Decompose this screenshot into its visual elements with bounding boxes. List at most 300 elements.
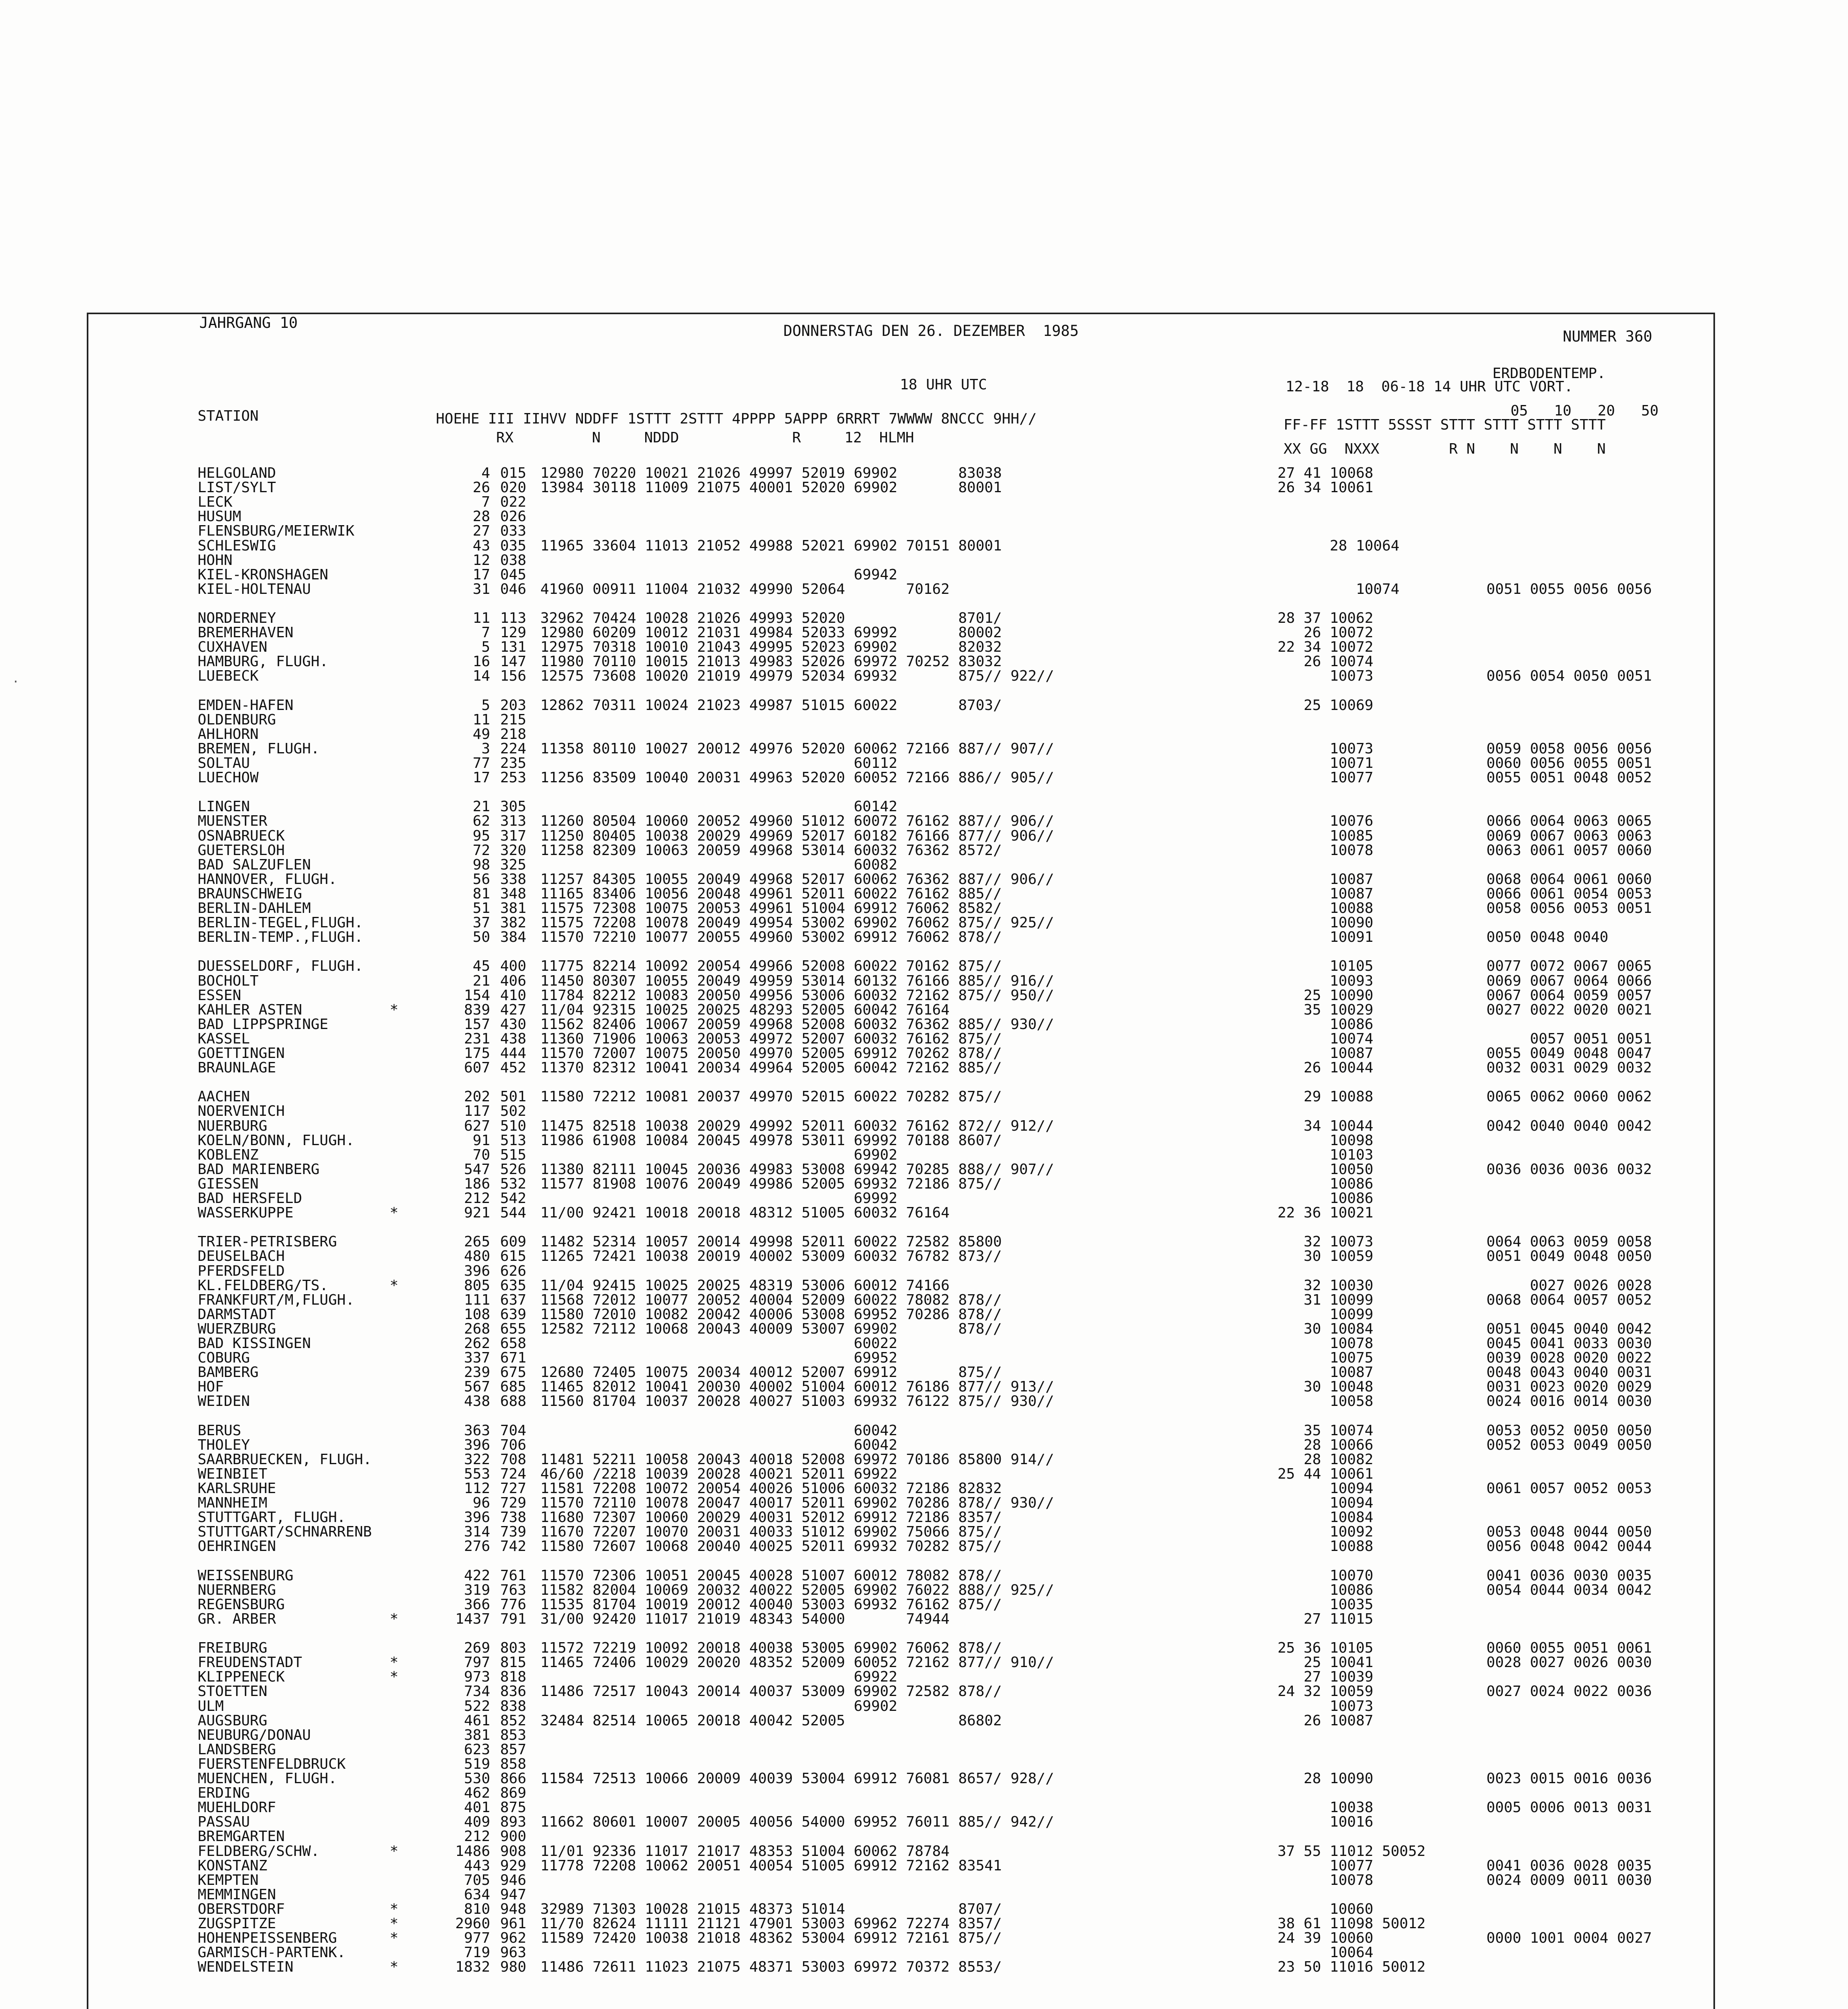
col-codes-sub: RX N NDDD R 12 HLMH — [496, 430, 914, 446]
late-codes: 28 10082 — [1278, 1451, 1374, 1468]
obs-codes: 69952 — [540, 1350, 897, 1367]
late-codes: 10038 — [1278, 1799, 1374, 1816]
late-codes: 27 11015 — [1278, 1610, 1374, 1627]
station-row — [0, 1249, 1848, 1264]
station-name: KEMPTEN — [198, 1872, 259, 1888]
station-height: 202 — [464, 1088, 490, 1105]
station-index: 685 — [500, 1379, 527, 1395]
soil-temps: 0056 0048 0042 0044 — [1486, 1538, 1652, 1555]
station-row — [0, 1946, 1848, 1960]
obs-codes: 12862 70311 10024 21023 49987 51015 60022 8703/ — [540, 697, 1002, 714]
station-height: 265 — [464, 1234, 490, 1250]
station-name: LUEBECK — [198, 668, 259, 685]
late-codes: 26 10072 — [1278, 624, 1374, 641]
obs-codes: 11/04 92415 10025 20025 48319 53006 60012 74166 — [540, 1277, 950, 1294]
volume-label: JAHRGANG 10 — [199, 314, 298, 331]
station-height: 111 — [464, 1291, 490, 1308]
obs-codes: 11589 72420 10038 21018 48362 53004 69912 72161 875// — [540, 1930, 1002, 1947]
station-row — [0, 1670, 1848, 1684]
late-codes: 10078 — [1278, 1872, 1374, 1888]
late-codes: 34 10044 — [1278, 1117, 1374, 1134]
station-row — [0, 1655, 1848, 1670]
station-name: REGENSBURG — [198, 1596, 285, 1613]
late-codes: 28 10090 — [1278, 1770, 1374, 1787]
station-index: 803 — [500, 1640, 527, 1657]
col-depths: 05 10 20 50 — [1511, 403, 1659, 419]
station-row — [0, 1612, 1848, 1626]
station-row — [0, 553, 1848, 568]
obs-codes: 11680 72307 10060 20029 40031 52012 69912 72186 8357/ — [540, 1509, 1002, 1526]
station-name: FRANKFURT/M,FLUGH. — [198, 1291, 355, 1308]
station-row — [0, 1351, 1848, 1365]
station-name: COBURG — [198, 1350, 250, 1367]
station-row — [0, 1336, 1848, 1351]
station-index: 708 — [500, 1451, 527, 1468]
station-name: KIEL-KRONSHAGEN — [198, 566, 329, 583]
station-index: 020 — [500, 479, 527, 496]
station-height: 157 — [464, 1016, 490, 1033]
station-row — [0, 1714, 1848, 1728]
station-name: KIEL-HOLTENAU — [198, 581, 311, 597]
station-name: WENDELSTEIN — [198, 1959, 294, 1976]
obs-codes: 11582 82004 10069 20032 40022 52005 69902 76022 888// 925// — [540, 1581, 1054, 1598]
station-row — [0, 1046, 1848, 1061]
station-height: 262 — [464, 1335, 490, 1352]
station-height: 607 — [464, 1060, 490, 1076]
station-height: 2960 — [455, 1915, 490, 1932]
station-height: 810 — [464, 1901, 490, 1917]
mountain-marker: * — [390, 1959, 399, 1976]
station-name: MUEHLDORF — [198, 1799, 276, 1816]
station-index: 776 — [500, 1596, 527, 1613]
obs-codes: 11465 82012 10041 20030 40002 51004 60012 76186 877// 913// — [540, 1379, 1054, 1395]
station-index: 129 — [500, 624, 527, 641]
col-group-soiltemp: ERDBODENTEMP. — [1492, 365, 1606, 382]
late-codes: 25 36 10105 — [1278, 1640, 1374, 1657]
obs-codes: 11265 72421 10038 20019 40002 53009 60032 76782 873// — [540, 1248, 1002, 1265]
late-codes: 26 10074 — [1278, 653, 1374, 670]
station-row — [0, 626, 1848, 640]
station-index: 763 — [500, 1581, 527, 1598]
soil-temps: 0060 0056 0055 0051 — [1486, 755, 1652, 771]
station-index: 637 — [500, 1291, 527, 1308]
station-index: 866 — [500, 1770, 527, 1787]
station-index: 542 — [500, 1190, 527, 1207]
late-codes: 10091 — [1278, 929, 1374, 946]
station-index: 836 — [500, 1683, 527, 1700]
station-name: EMDEN-HAFEN — [198, 697, 294, 714]
mountain-marker: * — [390, 1930, 399, 1947]
station-name: HOHENPEISSENBERG — [198, 1930, 337, 1947]
station-index: 948 — [500, 1901, 527, 1917]
soil-temps: 0036 0036 0036 0032 — [1486, 1161, 1652, 1178]
mountain-marker: * — [390, 1277, 399, 1294]
late-codes: 10086 — [1278, 1016, 1374, 1033]
obs-codes: 12582 72112 10068 20043 40009 53007 69902 878// — [540, 1320, 1002, 1337]
station-index: 253 — [500, 769, 527, 786]
station-name: WEISSENBURG — [198, 1567, 294, 1584]
station-row — [0, 727, 1848, 742]
soil-temps: 0024 0016 0014 0030 — [1486, 1393, 1652, 1410]
station-row — [0, 1510, 1848, 1525]
station-row — [0, 1859, 1848, 1873]
late-codes: 10035 — [1278, 1596, 1374, 1613]
station-row — [0, 568, 1848, 582]
station-height: 3 — [481, 740, 490, 757]
obs-codes: 11481 52211 10058 20043 40018 52008 69972 70186 85800 914// — [540, 1451, 1054, 1468]
station-row — [0, 1960, 1848, 1974]
soil-temps: 0055 0051 0048 0052 — [1486, 769, 1652, 786]
obs-codes: 11570 72306 10051 20045 40028 51007 60012 78082 878// — [540, 1567, 1002, 1584]
station-name: SAARBRUECKEN, FLUGH. — [198, 1451, 372, 1468]
soil-temps: 0056 0054 0050 0051 — [1486, 668, 1652, 685]
soil-temps: 0066 0064 0063 0065 — [1486, 813, 1652, 830]
obs-codes: 32484 82514 10065 20018 40042 52005 86802 — [540, 1712, 1002, 1729]
late-codes: 32 10073 — [1278, 1234, 1374, 1250]
station-row — [0, 1424, 1848, 1438]
obs-codes: 11572 72219 10092 20018 40038 53005 69902 76062 878// — [540, 1640, 1002, 1657]
station-index: 727 — [500, 1480, 527, 1497]
late-codes: 10093 — [1278, 972, 1374, 989]
station-index: 858 — [500, 1755, 527, 1772]
station-row — [0, 988, 1848, 1003]
obs-codes: 12980 60209 10012 21031 49984 52033 69992 80002 — [540, 624, 1002, 641]
station-row — [0, 1728, 1848, 1743]
station-name: BAD HERSFELD — [198, 1190, 303, 1207]
station-row — [0, 1844, 1848, 1859]
station-name: OEHRINGEN — [198, 1538, 276, 1555]
station-height: 734 — [464, 1683, 490, 1700]
station-name: LANDSBERG — [198, 1741, 276, 1758]
station-index: 980 — [500, 1959, 527, 1976]
late-codes: 10050 — [1278, 1161, 1374, 1178]
soil-temps: 0077 0072 0067 0065 — [1486, 958, 1652, 975]
late-codes: 30 10084 — [1278, 1320, 1374, 1337]
mountain-marker: * — [390, 1654, 399, 1671]
late-codes: 28 10064 — [1278, 537, 1400, 554]
late-codes: 10060 — [1278, 1901, 1374, 1917]
station-name: ESSEN — [198, 987, 241, 1004]
station-index: 963 — [500, 1944, 527, 1961]
station-height: 322 — [464, 1451, 490, 1468]
soil-temps: 0027 0022 0020 0021 — [1486, 1001, 1652, 1018]
station-name: BREMGARTEN — [198, 1828, 285, 1845]
soil-temps: 0032 0031 0029 0032 — [1486, 1060, 1652, 1076]
station-height: 1486 — [455, 1843, 490, 1860]
station-row — [0, 1467, 1848, 1481]
station-name: STUTTGART/SCHNARRENB — [198, 1524, 372, 1541]
station-index: 962 — [500, 1930, 527, 1947]
station-index: 675 — [500, 1364, 527, 1381]
late-codes: 10084 — [1278, 1509, 1374, 1526]
station-name: LECK — [198, 494, 233, 511]
station-height: 16 — [472, 653, 490, 670]
station-index: 045 — [500, 566, 527, 583]
obs-codes: 11260 80504 10060 20052 49960 51012 60072 76162 887// 906// — [540, 813, 1054, 830]
date-label: DONNERSTAG DEN 26. DEZEMBER 1985 — [783, 322, 1079, 340]
obs-codes: 13984 30118 11009 21075 40001 52020 69902 80001 — [540, 479, 1002, 496]
obs-codes: 11535 81704 10019 20012 40040 53003 69932 76162 875// — [540, 1596, 1002, 1613]
station-index: 706 — [500, 1436, 527, 1453]
station-row — [0, 1699, 1848, 1714]
obs-codes: 12980 70220 10021 21026 49997 52019 69902 83038 — [540, 465, 1002, 481]
station-height: 212 — [464, 1190, 490, 1207]
station-name: BERLIN-TEGEL,FLUGH. — [198, 914, 363, 931]
obs-codes: 11258 82309 10063 20059 49968 53014 60032 76362 8572/ — [540, 842, 1002, 859]
station-height: 45 — [472, 958, 490, 975]
station-height: 396 — [464, 1509, 490, 1526]
station-row — [0, 1279, 1848, 1293]
late-codes: 26 10087 — [1278, 1712, 1374, 1729]
station-index: 671 — [500, 1350, 527, 1367]
station-row — [0, 1569, 1848, 1583]
soil-temps: 0028 0027 0026 0030 — [1486, 1654, 1652, 1671]
station-row — [0, 843, 1848, 858]
station-index: 502 — [500, 1103, 527, 1120]
late-codes: 22 34 10072 — [1278, 639, 1374, 656]
station-height: 5 — [481, 697, 490, 714]
soil-temps: 0051 0055 0056 0056 — [1486, 581, 1652, 597]
station-name: DUESSELDORF, FLUGH. — [198, 958, 363, 975]
station-row — [0, 1829, 1848, 1844]
station-height: 409 — [464, 1814, 490, 1831]
station-name: BAMBERG — [198, 1364, 259, 1381]
station-name: OBERSTDORF — [198, 1901, 285, 1917]
station-row — [0, 524, 1848, 538]
spacer-row — [0, 684, 1848, 698]
station-name: TRIER-PETRISBERG — [198, 1234, 337, 1250]
station-row — [0, 1191, 1848, 1206]
station-height: 5 — [481, 639, 490, 656]
station-row — [0, 611, 1848, 626]
station-row — [0, 539, 1848, 553]
obs-codes: 11580 72607 10068 20040 40025 52011 69932 70282 875// — [540, 1538, 1002, 1555]
station-height: 519 — [464, 1755, 490, 1772]
obs-codes: 11482 52314 10057 20014 49998 52011 60022 72582 85800 — [540, 1234, 1002, 1250]
late-codes: 10090 — [1278, 914, 1374, 931]
station-height: 186 — [464, 1175, 490, 1192]
station-row — [0, 872, 1848, 887]
station-name: KLIPPENECK — [198, 1669, 285, 1686]
late-codes: 10070 — [1278, 1567, 1374, 1584]
spacer-row — [0, 1075, 1848, 1090]
obs-codes: 12680 72405 10075 20034 40012 52007 69912 875// — [540, 1364, 1002, 1381]
station-name: FUERSTENFELDBRUCK — [198, 1755, 346, 1772]
station-index: 739 — [500, 1524, 527, 1541]
station-index: 501 — [500, 1088, 527, 1105]
late-codes: 37 55 11012 50052 — [1278, 1843, 1426, 1860]
station-name: KONSTANZ — [198, 1857, 268, 1874]
obs-codes: 12575 73608 10020 21019 49979 52034 69932 875// 922// — [540, 668, 1054, 685]
station-index: 452 — [500, 1060, 527, 1076]
spacer-row — [0, 1220, 1848, 1235]
soil-temps: 0057 0051 0051 — [1486, 1030, 1652, 1047]
obs-codes: 11670 72207 10070 20031 40033 51012 69902 75066 875// — [540, 1524, 1002, 1541]
spacer-row — [0, 945, 1848, 959]
spacer-row — [0, 597, 1848, 611]
station-height: 43 — [472, 537, 490, 554]
station-index: 526 — [500, 1161, 527, 1178]
obs-codes: 60112 — [540, 755, 897, 771]
station-height: 634 — [464, 1886, 490, 1903]
station-row — [0, 1380, 1848, 1394]
station-height: 28 — [472, 508, 490, 525]
station-height: 239 — [464, 1364, 490, 1381]
station-name: PFERDSFELD — [198, 1262, 285, 1279]
soil-temps: 0069 0067 0064 0066 — [1486, 972, 1652, 989]
station-index: 761 — [500, 1567, 527, 1584]
station-height: 462 — [464, 1785, 490, 1802]
station-name: BREMEN, FLUGH. — [198, 740, 320, 757]
station-height: 7 — [481, 494, 490, 511]
station-row — [0, 1017, 1848, 1032]
station-height: 31 — [472, 581, 490, 597]
station-name: LUECHOW — [198, 769, 259, 786]
station-row — [0, 1539, 1848, 1554]
station-row — [0, 858, 1848, 872]
soil-temps: 0005 0006 0013 0031 — [1486, 1799, 1652, 1816]
station-row — [0, 771, 1848, 785]
late-codes: 22 36 10021 — [1278, 1205, 1374, 1221]
station-name: FELDBERG/SCHW. — [198, 1843, 320, 1860]
station-height: 27 — [472, 523, 490, 540]
station-name: BRAUNLAGE — [198, 1060, 276, 1076]
station-name: KL.FELDBERG/TS. — [198, 1277, 329, 1294]
station-row — [0, 959, 1848, 974]
station-height: 21 — [472, 972, 490, 989]
station-height: 26 — [472, 479, 490, 496]
station-height: 231 — [464, 1030, 490, 1047]
obs-codes: 11370 82312 10041 20034 49964 52005 60042 72162 885// — [540, 1060, 1002, 1076]
late-codes: 27 10039 — [1278, 1669, 1374, 1686]
station-row — [0, 495, 1848, 509]
station-height: 11 — [472, 711, 490, 728]
soil-temps: 0031 0023 0020 0029 — [1486, 1379, 1652, 1395]
station-height: 268 — [464, 1320, 490, 1337]
station-name: MANNHEIM — [198, 1495, 268, 1512]
station-index: 022 — [500, 494, 527, 511]
obs-codes: 11475 82518 10038 20029 49992 52011 60032 76162 872// 912// — [540, 1117, 1054, 1134]
station-name: DARMSTADT — [198, 1306, 276, 1323]
margin-dot: · — [12, 675, 20, 689]
obs-codes: 32989 71303 10028 21015 48373 51014 8707/ — [540, 1901, 1002, 1917]
late-codes: 27 41 10068 — [1278, 465, 1374, 481]
station-height: 396 — [464, 1436, 490, 1453]
station-height: 51 — [472, 900, 490, 917]
station-index: 015 — [500, 465, 527, 481]
station-index: 838 — [500, 1698, 527, 1714]
station-name: HELGOLAND — [198, 465, 276, 481]
station-height: 401 — [464, 1799, 490, 1816]
station-name: NUERNBERG — [198, 1581, 276, 1598]
obs-codes: 11580 72212 10081 20037 49970 52015 60022 70282 875// — [540, 1088, 1002, 1105]
station-name: HAMBURG, FLUGH. — [198, 653, 329, 670]
station-height: 62 — [472, 813, 490, 830]
late-codes: 10094 — [1278, 1480, 1374, 1497]
station-height: 396 — [464, 1262, 490, 1279]
late-codes: 25 44 10061 — [1278, 1465, 1374, 1482]
station-name: PASSAU — [198, 1814, 250, 1831]
station-row — [0, 1815, 1848, 1829]
station-name: FLENSBURG/MEIERWIK — [198, 523, 355, 540]
station-name: WEINBIET — [198, 1465, 268, 1482]
station-name: BERLIN-DAHLEM — [198, 900, 311, 917]
station-name: THOLEY — [198, 1436, 250, 1453]
station-index: 203 — [500, 697, 527, 714]
station-row — [0, 640, 1848, 655]
soil-temps: 0051 0045 0040 0042 — [1486, 1320, 1652, 1337]
late-codes: 10073 — [1278, 668, 1374, 685]
station-index: 609 — [500, 1234, 527, 1250]
station-row — [0, 582, 1848, 597]
station-name: AHLHORN — [198, 726, 259, 743]
station-height: 96 — [472, 1495, 490, 1512]
late-codes: 10098 — [1278, 1132, 1374, 1149]
station-height: 1437 — [455, 1610, 490, 1627]
obs-codes: 69902 — [540, 1146, 897, 1163]
issue-number: NUMMER 360 — [1563, 328, 1652, 345]
obs-codes: 11568 72012 10077 20052 40004 52009 60022 78082 878// — [540, 1291, 1002, 1308]
late-codes: 30 10059 — [1278, 1248, 1374, 1265]
obs-codes: 11965 33604 11013 21052 49988 52021 69902 70151 80001 — [540, 537, 1002, 554]
station-index: 639 — [500, 1306, 527, 1323]
late-codes: 28 10066 — [1278, 1436, 1374, 1453]
obs-codes: 11980 70110 10015 21013 49983 52026 69972 70252 83032 — [540, 653, 1002, 670]
mountain-marker: * — [390, 1669, 399, 1686]
soil-temps: 0067 0064 0059 0057 — [1486, 987, 1652, 1004]
station-index: 615 — [500, 1248, 527, 1265]
station-height: 977 — [464, 1930, 490, 1947]
obs-codes: 41960 00911 11004 21032 49990 52064 70162 — [540, 581, 950, 597]
obs-codes: 11986 61908 10084 20045 49978 53011 69992 70188 8607/ — [540, 1132, 1002, 1149]
station-index: 946 — [500, 1872, 527, 1888]
late-codes: 10088 — [1278, 900, 1374, 917]
station-row — [0, 887, 1848, 901]
obs-codes: 60042 — [540, 1436, 897, 1453]
late-codes: 10105 — [1278, 958, 1374, 975]
station-height: 112 — [464, 1480, 490, 1497]
mountain-marker: * — [390, 1001, 399, 1018]
station-height: 623 — [464, 1741, 490, 1758]
soil-temps: 0055 0049 0048 0047 — [1486, 1045, 1652, 1062]
late-codes: 10077 — [1278, 769, 1374, 786]
late-codes: 10073 — [1278, 1698, 1374, 1714]
late-codes: 35 10029 — [1278, 1001, 1374, 1018]
late-codes: 23 50 11016 50012 — [1278, 1959, 1426, 1976]
obs-codes: 11358 80110 10027 20012 49976 52020 60062 72166 887// 907// — [540, 740, 1054, 757]
soil-temps: 0039 0028 0020 0022 — [1486, 1350, 1652, 1367]
soil-temps: 0068 0064 0061 0060 — [1486, 871, 1652, 888]
station-name: KAHLER ASTEN — [198, 1001, 303, 1018]
late-codes: 26 10044 — [1278, 1060, 1374, 1076]
station-row — [0, 1032, 1848, 1046]
station-height: 175 — [464, 1045, 490, 1062]
station-name: WUERZBURG — [198, 1320, 276, 1337]
station-index: 325 — [500, 856, 527, 873]
station-name: BRAUNSCHWEIG — [198, 885, 303, 902]
obs-codes: 11/04 92315 10025 20025 48293 52005 60042 76164 — [540, 1001, 950, 1018]
soil-temps: 0053 0052 0050 0050 — [1486, 1422, 1652, 1439]
station-row — [0, 1684, 1848, 1699]
soil-temps: 0023 0015 0016 0036 — [1486, 1770, 1652, 1787]
station-name: ZUGSPITZE — [198, 1915, 276, 1932]
late-codes: 10058 — [1278, 1393, 1374, 1410]
station-index: 438 — [500, 1030, 527, 1047]
obs-codes: 11662 80601 10007 20005 40056 54000 69952 76011 885// 942// — [540, 1814, 1054, 1831]
obs-codes: 11775 82214 10092 20054 49966 52008 60022 70162 875// — [540, 958, 1002, 975]
station-height: 627 — [464, 1117, 490, 1134]
station-index: 444 — [500, 1045, 527, 1062]
